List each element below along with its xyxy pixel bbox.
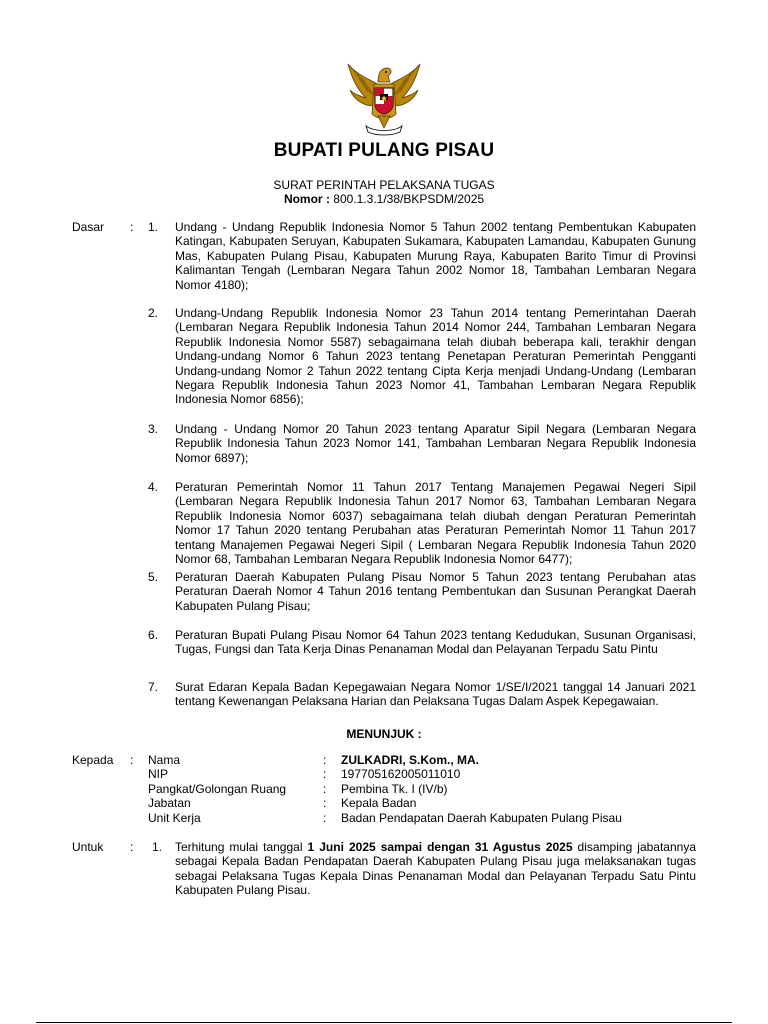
untuk-date-range: 1 Juni 2025 sampai dengan 31 Agustus 2025 [307,840,573,854]
dasar-item-number: 1. [148,220,159,234]
untuk-item-text [175,840,696,898]
dasar-item-text: Undang - Undang Republik Indonesia Nomor 5 Tahun 2002 tentang Pembentukan Kabupaten Katingan, Kabupaten Seruyan, Kabupaten Sukamara, Kabupaten Lamandau, Kabupaten Gunung Mas, Kabupaten Pulang Pisau, Kabupaten Murung Raya, Kabupaten Barito Timur di Provinsi Kalimantan Tengah (Lembaran Negara Tahun 2002 Nomor 18, Tambahan Lembaran Negara Nomor 4180); [175,220,696,292]
dasar-item-text: Surat Edaran Kepala Badan Kepegawaian Negara Nomor 1/SE/I/2021 tanggal 14 Januari 2021 tentang Kewenangan Pelaksana Harian dan Pelaksana Tugas Dalam Aspek Kepegawaian. [175,680,696,709]
kepada-field-name: Jabatan [148,796,191,810]
letter-number [0,192,768,206]
kepada-field-value: ZULKADRI, S.Kom., MA. [341,753,479,767]
kepada-field-value: Badan Pendapatan Daerah Kabupaten Pulang Pisau [341,811,622,825]
regent-heading: BUPATI PULANG PISAU [273,140,495,161]
kepada-label: Kepada [72,753,114,767]
kepada-field-value: Kepala Badan [341,796,417,810]
dasar-item-text: Peraturan Daerah Kabupaten Pulang Pisau Nomor 5 Tahun 2023 tentang Perubahan atas Peraturan Daerah Nomor 4 Tahun 2016 tentang Pembentukan dan Susunan Perangkat Daerah Kabupaten Pulang Pisau; [175,570,696,613]
kepada-field-colon: : [323,753,327,767]
dasar-label: Dasar [72,220,105,234]
untuk-text-after: disamping jabatannya sebagai Kepala Badan Pendapatan Daerah Kabupaten Pulang Pisau juga melaksanakan tugas sebagai Pelaksana Tugas Kepala Dinas Penanaman Modal dan Pelayanan Terpadu Satu Pintu Kabupaten Pulang Pisau. [175,840,696,898]
dasar-item-number: 3. [148,422,159,436]
dasar-item-text: Undang-Undang Republik Indonesia Nomor 23 Tahun 2014 tentang Pemerintahan Daerah (Lembaran Negara Republik Indonesia Tahun 2014 Nomor 244, Tambahan Lembaran Negara Republik Indonesia Nomor 5587) sebagaimana telah diubah beberapa kali, terakhir dengan Undang-undang Nomor 6 Tahun 2023 tentang Penetapan Peraturan Pemerintah Pengganti Undang-undang Nomor 2 Tahun 2022 tentang Cipta Kerja menjadi Undang-Undang (Lembaran Negara Republik Indonesia Tahun 2023 Nomor 41, Tambahan Lembaran Negara Republik Indonesia Nomor 6856); [175,306,696,407]
kepada-field-name: Unit Kerja [148,811,201,825]
letter-title: SURAT PERINTAH PELAKSANA TUGAS [273,178,495,192]
kepada-field-name: Pangkat/Golongan Ruang [148,782,287,796]
kepada-field-colon: : [323,796,327,810]
kepada-field-colon: : [323,811,327,825]
dasar-colon: : [130,220,134,234]
menunjuk-heading: MENUNJUK : [346,727,422,741]
dasar-item-number: 4. [148,480,159,494]
untuk-label: Untuk [72,840,104,854]
kepada-field-name: NIP [148,767,169,781]
kepada-field-value: 197705162005011010 [341,767,461,781]
kepada-field-colon: : [323,782,327,796]
dasar-item-number: 6. [148,628,159,642]
dasar-item-number: 5. [148,570,159,584]
dasar-item-text: Peraturan Bupati Pulang Pisau Nomor 64 Tahun 2023 tentang Kedudukan, Susunan Organisasi, Tugas, Fungsi dan Tata Kerja Dinas Penanaman Modal dan Pelayanan Terpadu Satu Pintu [175,628,696,657]
dasar-item-text: Peraturan Pemerintah Nomor 11 Tahun 2017 Tentang Manajemen Pegawai Negeri Sipil (Lembaran Negara Republik Indonesia Tahun 2017 Nomor 63, Tambahan Lembaran Negara Republik Indonesia Nomor 6037) sebagaimana telah diubah dengan Peraturan Pemerintah Nomor 17 Tahun 2020 tentang Perubahan atas Peraturan Pemerintah Nomor 11 Tahun 2017 tentang Manajemen Pegawai Negeri Sipil ( Lembaran Negara Republik Indonesia Tahun 2020 Nomor 68, Tambahan Lembaran Negara Republik Indonesia Nomor 6477); [175,480,696,567]
dasar-item-text: Undang - Undang Nomor 20 Tahun 2023 tentang Aparatur Sipil Negara (Lembaran Negara Republik Indonesia Tahun 2023 Nomor 141, Tambahan Lembaran Negara Republik Indonesia Nomor 6897); [175,422,696,465]
kepada-field-value: Pembina Tk. I (IV/b) [341,782,448,796]
kepada-field-name: Nama [148,753,181,767]
kepada-field-colon: : [323,767,327,781]
page-bottom-rule [36,1022,732,1023]
untuk-text-before: Terhitung mulai tanggal [175,840,308,854]
untuk-item-number: 1. [152,840,163,854]
dasar-item-number: 7. [148,680,159,694]
letter-number-label: Nomor : [283,192,330,206]
kepada-colon: : [130,753,134,767]
untuk-colon: : [130,840,134,854]
dasar-item-number: 2. [148,306,159,320]
letter-number-value: 800.1.3.1/38/BKPSDM/2025 [333,192,485,206]
garuda-pancasila-emblem-icon [344,58,424,138]
